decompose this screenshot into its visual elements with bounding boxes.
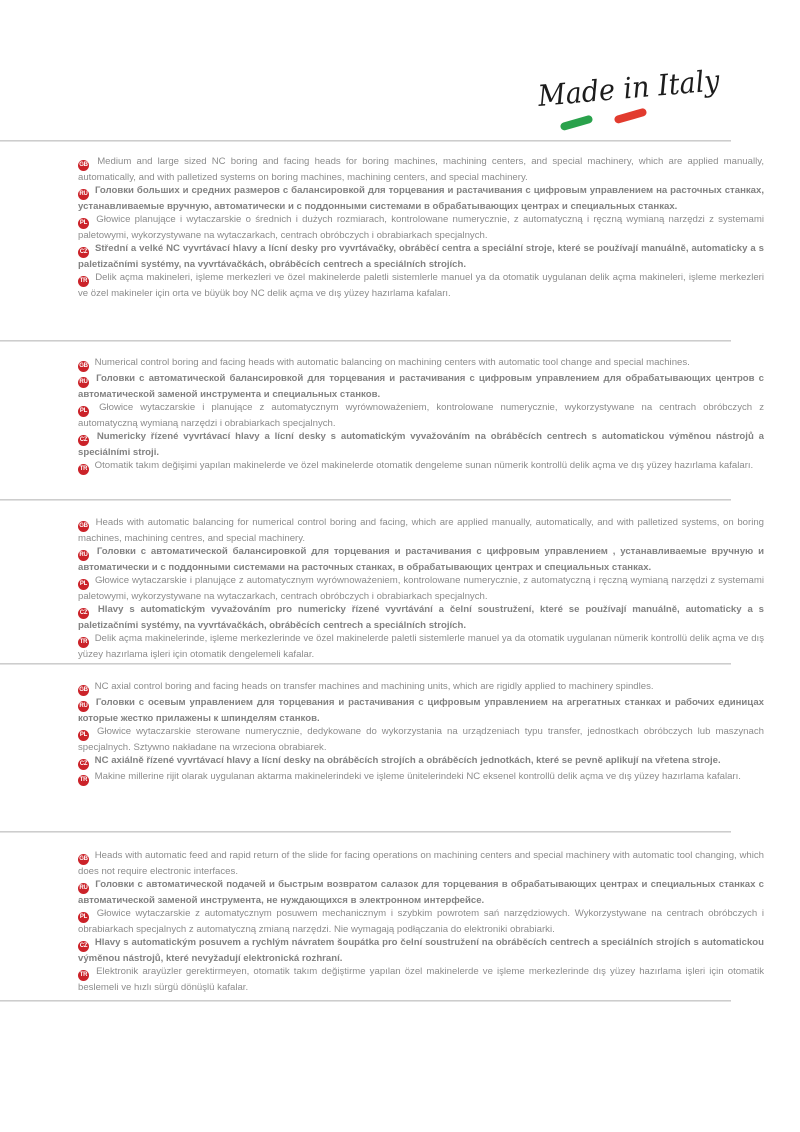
paragraph-text: NC axial control boring and facing heads on transfer machines and machining units, which are rigidly applied to machinery spindles. xyxy=(94,681,654,692)
lang-badge-cz-icon: CZ xyxy=(78,759,89,770)
lang-badge-tr-icon: TR xyxy=(78,637,89,648)
paragraph-text: Головки с осевым управлением для торцевания и растачивания с цифровым управлением на агрегатных станках и рабочих единицах которые жестко прилажены к шпинделям станков. xyxy=(78,697,764,724)
paragraph-gb xyxy=(78,680,764,696)
paragraph-text: Delik açma makinelerinde, işleme merkezlerinde ve özel makinelerde paletli sistemlerle manuel ya da otomatik uygulanan nümerik kontrollü delik açma ve dış yüzey hazırlama işleri için otomatik dengelemeli kafalar. xyxy=(78,633,764,660)
paragraph-cz xyxy=(78,242,764,271)
lang-badge-gb-icon: GB xyxy=(78,854,89,865)
paragraph-text: Hlavy s automatickým vyvažováním pro numericky řízené vyvrtávání a čelní soustružení, které se používají manuálně, automaticky a s paletizačními systémy, na vyvrtávačkách, obráběcích centrech a speciálních strojích. xyxy=(78,604,764,631)
paragraph-text: Głowice wytaczarskie i planujące z automatycznym wyrównoważeniem, kontrolowane numerycznie, wykorzystywane na centrach obróbczych z automatyczną wymianą narzędzi i obrabiarkach specjalnych. xyxy=(78,402,764,429)
paragraph-pl xyxy=(78,725,764,754)
paragraph-text: Głowice wytaczarskie z automatycznym posuwem mechanicznym i szybkim powrotem sań narzędziowych. Wykorzystywane na centrach obróbczych i obrabiarkach specjalnych z automatyczną zmianą narzędzi. Nie wymagają podłączania do elektroniki obrabiarki. xyxy=(78,908,764,935)
lang-badge-gb-icon: GB xyxy=(78,685,89,696)
paragraph-gb xyxy=(78,849,764,878)
text-section xyxy=(78,849,764,994)
paragraph-text: Numerical control boring and facing heads with automatic balancing on machining centers with automatic tool change and special machines. xyxy=(94,357,690,368)
paragraph-pl xyxy=(78,574,764,603)
lang-badge-cz-icon: CZ xyxy=(78,941,89,952)
paragraph-text: Głowice planujące i wytaczarskie o średnich i dużych rozmiarach, kontrolowane numerycznie, z automatyczną i ręczną wymianą narzędzi z systemami paletowymi, wykorzystywane na wytaczarkach, centrach obróbczych i obrabiarkach specjalnych. xyxy=(78,214,765,241)
paragraph-text: Delik açma makineleri, işleme merkezleri ve özel makinelerde paletli sistemlerle manuel ya da otomatik uygulanan delik açma makineleri, işleme merkezleri ve özel makineler için orta ve büyük boy NC delik açma ve dış yüzey hazırlama kafaları. xyxy=(78,272,764,299)
horizontal-rule xyxy=(0,340,731,342)
paragraph-tr xyxy=(78,271,764,300)
text-section xyxy=(78,680,764,786)
lang-badge-ru-icon: RU xyxy=(78,701,89,712)
paragraph-text: Головки с автоматической балансировкой для торцевания и растачивания с цифровым управлением , устанавливаемые вручную и автоматически и с поддонными системами на расточных станках, в обрабатывающих центрах и специальных станках. xyxy=(78,546,764,573)
paragraph-text: Otomatik takım değişimi yapılan makinelerde ve özel makinelerde otomatik dengeleme sunan nümerik kontrollü delik açma ve dış yüzey hazırlama kafaları. xyxy=(94,460,754,471)
paragraph-text: Головки с автоматической подачей и быстрым возвратом салазок для торцевания в обрабатывающих центрах и специальных станках с автоматической заменой инструмента, не нуждающихся в электронном интерфейсе. xyxy=(78,879,764,906)
paragraph-text: Heads with automatic feed and rapid return of the slide for facing operations on machining centers and special machinery with automatic tool changing, which does not require electronic interfaces. xyxy=(78,850,764,877)
lang-badge-pl-icon: PL xyxy=(78,912,89,923)
lang-badge-ru-icon: RU xyxy=(78,377,89,388)
paragraph-gb xyxy=(78,155,764,184)
lang-badge-cz-icon: CZ xyxy=(78,247,89,258)
paragraph-text: Головки больших и средних размеров с балансировкой для торцевания и растачивания с цифровым управлением на расточных станках, устанавливаемые вручную, автоматически и с поддонными системами в обрабатывающих центрах и специальных станках. xyxy=(78,185,764,212)
text-section xyxy=(78,356,764,475)
lang-badge-pl-icon: PL xyxy=(78,218,89,229)
paragraph-gb xyxy=(78,356,764,372)
paragraph-ru xyxy=(78,696,764,725)
lang-badge-gb-icon: GB xyxy=(78,521,89,532)
italy-flag-red-stroke-icon xyxy=(614,107,648,124)
lang-badge-ru-icon: RU xyxy=(78,550,89,561)
paragraph-tr xyxy=(78,632,764,661)
lang-badge-tr-icon: TR xyxy=(78,464,89,475)
paragraph-ru xyxy=(78,878,764,907)
lang-badge-gb-icon: GB xyxy=(78,160,89,171)
lang-badge-tr-icon: TR xyxy=(78,775,89,786)
lang-badge-ru-icon: RU xyxy=(78,189,89,200)
lang-badge-cz-icon: CZ xyxy=(78,435,89,446)
horizontal-rule xyxy=(0,1000,731,1002)
italy-flag-green-stroke-icon xyxy=(560,114,594,131)
paragraph-cz xyxy=(78,603,764,632)
paragraph-text: Głowice wytaczarskie i planujące z automatycznym wyrównoważeniem, kontrolowane numerycznie, z automatyczną i ręczną wymianą narzędzi z systemami paletowymi, wykorzystywane na wytaczarkach, centrach obróbczych i obrabiarkach specjalnych. xyxy=(78,575,764,602)
paragraph-text: Numericky řízené vyvrtávací hlavy a lícní desky s automatickým vyvažováním na obráběcích centrech s automatickou výměnou nástrojů a speciálními stroji. xyxy=(78,431,764,458)
lang-badge-cz-icon: CZ xyxy=(78,608,89,619)
paragraph-cz xyxy=(78,754,764,770)
made-in-italy-text: Made in Italy xyxy=(536,62,727,113)
paragraph-pl xyxy=(78,213,764,242)
paragraph-text: Medium and large sized NC boring and facing heads for boring machines, machining centers, and special machinery, which are applied manually, automatically, and with palletized systems on boring machines, machining centers, and special machinery. xyxy=(78,156,764,183)
lang-badge-pl-icon: PL xyxy=(78,579,89,590)
horizontal-rule xyxy=(0,831,731,833)
made-in-italy-logo xyxy=(532,52,727,140)
text-section xyxy=(78,516,764,661)
lang-badge-ru-icon: RU xyxy=(78,883,89,894)
made-in-italy-svg xyxy=(532,52,727,140)
paragraph-text: Головки с автоматической балансировкой для торцевания и растачивания с цифровым управлением для обрабатывающих центров с автоматической заменой инструмента и специальных станков. xyxy=(78,373,764,400)
paragraph-text: NC axiálně řízené vyvrtávací hlavy a lícní desky na obráběcích strojích a obráběcích jednotkách, které se pevně aplikují na vřetena stroje. xyxy=(94,755,721,766)
paragraph-gb xyxy=(78,516,764,545)
lang-badge-gb-icon: GB xyxy=(78,361,89,372)
paragraph-ru xyxy=(78,184,764,213)
paragraph-tr xyxy=(78,770,764,786)
paragraph-ru xyxy=(78,545,764,574)
paragraph-cz xyxy=(78,430,764,459)
lang-badge-tr-icon: TR xyxy=(78,276,89,287)
horizontal-rule xyxy=(0,663,731,665)
paragraph-text: Střední a velké NC vyvrtávací hlavy a lícní desky pro vyvrtávačky, obráběcí centra a speciální stroje, které se používají manuálně, automaticky a s paletizačními systémy, na vyvrtávačkách, obráběcích centrech a speciálních strojích. xyxy=(78,243,764,270)
paragraph-tr xyxy=(78,965,764,994)
lang-badge-tr-icon: TR xyxy=(78,970,89,981)
horizontal-rule xyxy=(0,140,731,142)
paragraph-tr xyxy=(78,459,764,475)
paragraph-cz xyxy=(78,936,764,965)
paragraph-text: Makine millerine rijit olarak uygulanan aktarma makinelerindeki ve işleme ünitelerindeki NC eksenel kontrollü delik açma ve dış yüzey hazırlama kafaları. xyxy=(94,771,741,782)
paragraph-pl xyxy=(78,907,764,936)
paragraph-text: Głowice wytaczarskie sterowane numerycznie, dedykowane do wykorzystania na urządzeniach typu transfer, jednostkach obróbczych lub maszynach specjalnych. Sztywno nakładane na wrzeciona obrabiarek. xyxy=(78,726,764,753)
paragraph-text: Elektronik arayüzler gerektirmeyen, otomatik takım değiştirme yapılan özel makinelerde ve işleme merkezlerinde dış yüzey hazırlama işleri için otomatik beslemeli ve hızlı sürgü dönüşlü kafalar. xyxy=(78,966,764,993)
paragraph-ru xyxy=(78,372,764,401)
lang-badge-pl-icon: PL xyxy=(78,406,89,417)
paragraph-pl xyxy=(78,401,764,430)
lang-badge-pl-icon: PL xyxy=(78,730,89,741)
paragraph-text: Heads with automatic balancing for numerical control boring and facing, which are applied manually, automatically, and with palletized systems, on boring machines, machining centres, and special machinery. xyxy=(78,517,764,544)
text-section xyxy=(78,155,764,300)
paragraph-text: Hlavy s automatickým posuvem a rychlým návratem šoupátka pro čelní soustružení na obráběcích centrech a speciálních strojích s automatickou výměnou nástrojů, které nevyžadují elektronická rozhraní. xyxy=(78,937,764,964)
horizontal-rule xyxy=(0,499,731,501)
